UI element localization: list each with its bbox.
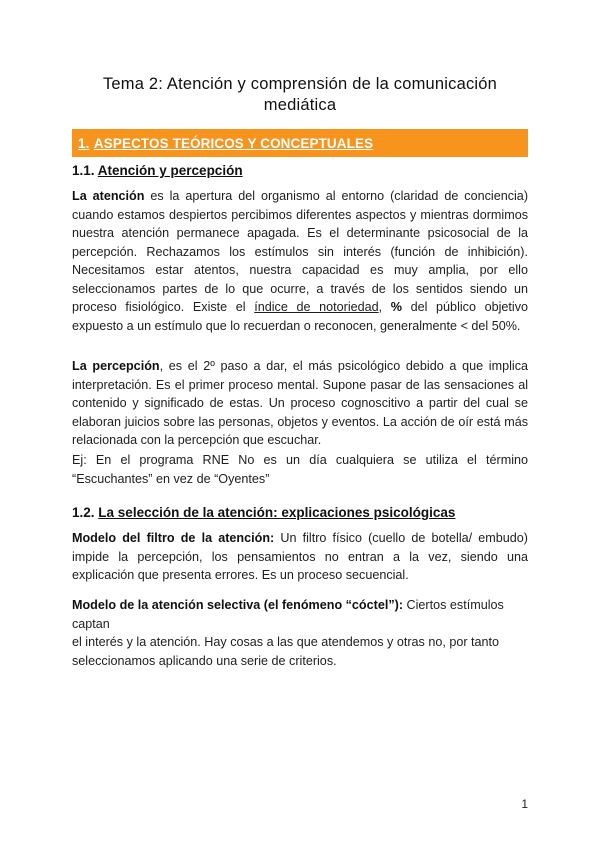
ejemplo-body: Ej: En el programa RNE No es un día cualquiera se utiliza el término “Escuchantes” en vez de “Oyentes” bbox=[72, 453, 528, 486]
percepcion-lead: La percepción bbox=[72, 359, 160, 373]
indice-notoriedad-term: índice de notoriedad bbox=[254, 300, 379, 314]
atencion-comma: , bbox=[378, 300, 391, 314]
filtro-lead: Modelo del filtro de la atención: bbox=[72, 531, 275, 545]
subsection-1-title: Atención y percepción bbox=[97, 163, 243, 178]
document-title bbox=[60, 74, 540, 116]
page-number: 1 bbox=[521, 797, 528, 811]
section-banner bbox=[72, 129, 528, 157]
paragraph-selectiva bbox=[72, 596, 528, 670]
section-number: 1. bbox=[78, 136, 90, 151]
subsection-heading-2 bbox=[72, 505, 455, 520]
title-line-1: Tema 2: Atención y comprensión de la comunicación bbox=[102, 75, 498, 93]
paragraph-filtro bbox=[72, 529, 528, 585]
section-title: ASPECTOS TEÓRICOS Y CONCEPTUALES bbox=[93, 136, 374, 151]
percent-sign: % bbox=[390, 300, 402, 314]
paragraph-atencion bbox=[72, 187, 528, 335]
subsection-2-number: 1.2. bbox=[72, 505, 95, 520]
atencion-body-end: del público objetivo expuesto a un estímulo que lo recuerdan o reconocen, generalmente bbox=[72, 300, 529, 333]
subsection-1-number: 1.1. bbox=[72, 163, 95, 178]
paragraph-percepcion bbox=[72, 357, 528, 450]
selectiva-line-2: el interés y la atención. Hay cosas a las que atendemos y otras no, por tanto bbox=[72, 635, 500, 649]
subsection-2-title: La selección de la atención: explicaciones psicológicas bbox=[98, 505, 456, 520]
atencion-threshold: < del 50%. bbox=[460, 318, 521, 333]
atencion-lead: La atención bbox=[72, 189, 145, 203]
selectiva-line-1: Ciertos estímulos captan bbox=[72, 598, 504, 631]
subsection-heading-1 bbox=[72, 163, 243, 178]
atencion-body: es la apertura del organismo al entorno (claridad de conciencia) cuando estamos despiertos percibimos diferentes aspectos y mientras dormimos nuestra atención permanece apagada. Es el determinante psicosocial de la percepción. Rechazamos los estímulos sin interés (función de inhibición). Necesitamos estar atentos, nuestra capacidad es muy amplia, por ello seleccionamos partes de lo que ocurre, a través de los sentidos siendo un proceso fisiológico. Existe el bbox=[72, 189, 529, 314]
filtro-body: Un filtro físico (cuello de botella/ embudo) impide la percepción, los pensamientos no entran a la vez, siendo una explicación que presenta errores. Es un proceso secuencial. bbox=[72, 531, 528, 582]
title-line-2: mediática bbox=[263, 96, 337, 114]
selectiva-lead: Modelo de la atención selectiva (el fenómeno “cóctel”): bbox=[72, 598, 404, 612]
selectiva-line-3: seleccionamos aplicando una serie de criterios. bbox=[72, 653, 337, 668]
paragraph-ejemplo bbox=[72, 451, 528, 488]
percepcion-body: , es el 2º paso a dar, el más psicológico debido a que implica interpretación. Es el primer proceso mental. Supone pasar de las sensaciones al contenido y significado de estas. Un proceso cognoscitivo a partir del cual se elaboran juicios sobre las personas, objetos y eventos. La acción de oír está más relacionada con la percepción que escuchar. bbox=[72, 359, 528, 447]
